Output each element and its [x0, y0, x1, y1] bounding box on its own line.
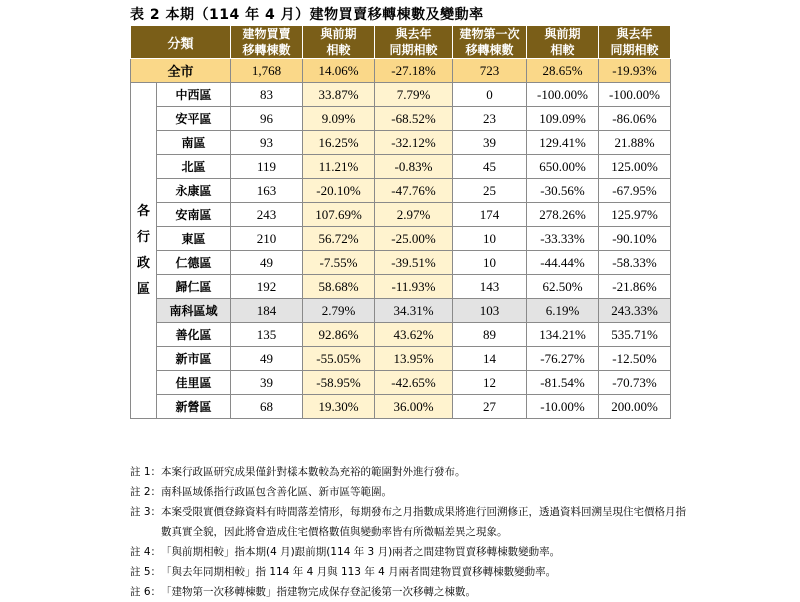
cell: -12.50% — [599, 347, 671, 371]
footnote — [130, 542, 690, 562]
cell: 11.21% — [303, 155, 375, 179]
header-row — [131, 26, 671, 59]
row-name: 全市 — [131, 59, 231, 83]
table-row — [131, 83, 671, 107]
cell: 10 — [453, 251, 527, 275]
footnote — [130, 502, 690, 542]
cell: 39 — [453, 131, 527, 155]
cell: 1,768 — [231, 59, 303, 83]
footnote — [130, 582, 690, 602]
row-name: 新營區 — [157, 395, 231, 419]
group-label-char: 各 — [136, 203, 150, 219]
footnote-tag: 註 4： — [130, 546, 162, 558]
cell: -27.18% — [375, 59, 453, 83]
group-label-char: 行 — [136, 229, 150, 245]
cell: 650.00% — [527, 155, 599, 179]
cell: -58.33% — [599, 251, 671, 275]
table-row — [131, 347, 671, 371]
header-category: 分類 — [131, 26, 231, 59]
cell: 278.26% — [527, 203, 599, 227]
row-name: 佳里區 — [157, 371, 231, 395]
cell: -67.95% — [599, 179, 671, 203]
cell: -55.05% — [303, 347, 375, 371]
cell: -21.86% — [599, 275, 671, 299]
table-row — [131, 371, 671, 395]
row-name: 中西區 — [157, 83, 231, 107]
cell: 535.71% — [599, 323, 671, 347]
footnotes — [130, 462, 690, 602]
cell: 243.33% — [599, 299, 671, 323]
cell: 49 — [231, 347, 303, 371]
cell: -0.83% — [375, 155, 453, 179]
table-row — [131, 155, 671, 179]
table-row — [131, 251, 671, 275]
header-first-vs-previous: 與前期 相較 — [527, 26, 599, 59]
cell: 93 — [231, 131, 303, 155]
cell: -44.44% — [527, 251, 599, 275]
cell: -100.00% — [527, 83, 599, 107]
footnote-tag: 註 6： — [130, 586, 162, 598]
cell: 200.00% — [599, 395, 671, 419]
cell: -42.65% — [375, 371, 453, 395]
header-vs-previous: 與前期 相較 — [303, 26, 375, 59]
cell: 25 — [453, 179, 527, 203]
footnote — [130, 462, 690, 482]
cell: -81.54% — [527, 371, 599, 395]
cell: 21.88% — [599, 131, 671, 155]
footnote-text: 南科區域係指行政區包含善化區、新市區等範圍。 — [161, 486, 393, 498]
cell: 89 — [453, 323, 527, 347]
cell: 174 — [453, 203, 527, 227]
cell: 129.41% — [527, 131, 599, 155]
cell: -30.56% — [527, 179, 599, 203]
row-name: 安南區 — [157, 203, 231, 227]
footnote — [130, 562, 690, 582]
header-vs-last-year: 與去年 同期相較 — [375, 26, 453, 59]
cell: 58.68% — [303, 275, 375, 299]
cell: -11.93% — [375, 275, 453, 299]
cell: 34.31% — [375, 299, 453, 323]
group-label — [131, 83, 157, 419]
cell: -100.00% — [599, 83, 671, 107]
cell: 6.19% — [527, 299, 599, 323]
cell: 45 — [453, 155, 527, 179]
cell: 109.09% — [527, 107, 599, 131]
cell: 23 — [453, 107, 527, 131]
cell: 134.21% — [527, 323, 599, 347]
cell: 19.30% — [303, 395, 375, 419]
cell: 723 — [453, 59, 527, 83]
group-label-char: 區 — [136, 281, 150, 297]
cell: 62.50% — [527, 275, 599, 299]
table-row — [131, 131, 671, 155]
header-first-vs-last-year: 與去年 同期相較 — [599, 26, 671, 59]
cell: 39 — [231, 371, 303, 395]
cell: 192 — [231, 275, 303, 299]
row-name: 南區 — [157, 131, 231, 155]
cell: 9.09% — [303, 107, 375, 131]
cell: 56.72% — [303, 227, 375, 251]
cell: -47.76% — [375, 179, 453, 203]
footnote-text: 本案行政區研究成果僅針對樣本數較為充裕的範圍對外進行發布。 — [161, 466, 466, 478]
footnote — [130, 482, 690, 502]
cell: 12 — [453, 371, 527, 395]
cell: -76.27% — [527, 347, 599, 371]
cell: -58.95% — [303, 371, 375, 395]
cell: 33.87% — [303, 83, 375, 107]
cell: -33.33% — [527, 227, 599, 251]
cell: 143 — [453, 275, 527, 299]
cell: 125.00% — [599, 155, 671, 179]
footnote-tag: 註 2： — [130, 486, 162, 498]
cell: -32.12% — [375, 131, 453, 155]
row-name: 歸仁區 — [157, 275, 231, 299]
table-row — [131, 275, 671, 299]
cell: 10 — [453, 227, 527, 251]
cell: -25.00% — [375, 227, 453, 251]
group-label-char: 政 — [136, 255, 150, 271]
cell: -10.00% — [527, 395, 599, 419]
transfer-table — [130, 25, 671, 419]
row-name: 東區 — [157, 227, 231, 251]
cell: -39.51% — [375, 251, 453, 275]
footnote-text: 「與去年同期相較」指 114 年 4 月與 113 年 4 月兩者間建物買賣移轉棟數變動率。 — [161, 566, 557, 578]
cell: 119 — [231, 155, 303, 179]
row-name: 安平區 — [157, 107, 231, 131]
footnote-tag: 註 5： — [130, 566, 162, 578]
cell: 14 — [453, 347, 527, 371]
cell: -7.55% — [303, 251, 375, 275]
cell: 163 — [231, 179, 303, 203]
cell: 107.69% — [303, 203, 375, 227]
cell: 14.06% — [303, 59, 375, 83]
cell: 2.79% — [303, 299, 375, 323]
table-row — [131, 323, 671, 347]
table-body — [131, 59, 671, 419]
cell: -68.52% — [375, 107, 453, 131]
cell: 103 — [453, 299, 527, 323]
table-row — [131, 227, 671, 251]
cell: 0 — [453, 83, 527, 107]
footnote-tag: 註 3： — [130, 506, 162, 518]
cell: 43.62% — [375, 323, 453, 347]
cell: 243 — [231, 203, 303, 227]
cell: 184 — [231, 299, 303, 323]
row-name: 新市區 — [157, 347, 231, 371]
cell: -86.06% — [599, 107, 671, 131]
cell: 27 — [453, 395, 527, 419]
cell: 49 — [231, 251, 303, 275]
cell: 96 — [231, 107, 303, 131]
table-title: 表 2 本期（114 年 4 月）建物買賣移轉棟數及變動率 — [130, 7, 484, 23]
cell: 210 — [231, 227, 303, 251]
table-row — [131, 179, 671, 203]
row-name: 仁德區 — [157, 251, 231, 275]
cell: 28.65% — [527, 59, 599, 83]
cell: 83 — [231, 83, 303, 107]
table-row — [131, 395, 671, 419]
cell: 2.97% — [375, 203, 453, 227]
footnote-text: 「建物第一次移轉棟數」指建物完成保存登記後第一次移轉之棟數。 — [161, 586, 477, 598]
cell: 16.25% — [303, 131, 375, 155]
footnote-tag: 註 1： — [130, 466, 162, 478]
header-first-transfers: 建物第一次 移轉棟數 — [453, 26, 527, 59]
cell: -19.93% — [599, 59, 671, 83]
table-row — [131, 299, 671, 323]
cell: 92.86% — [303, 323, 375, 347]
cell: 135 — [231, 323, 303, 347]
cell: -90.10% — [599, 227, 671, 251]
total-row — [131, 59, 671, 83]
cell: -70.73% — [599, 371, 671, 395]
row-name: 永康區 — [157, 179, 231, 203]
cell: 7.79% — [375, 83, 453, 107]
row-name: 南科區域 — [157, 299, 231, 323]
header-building-transfers: 建物買賣 移轉棟數 — [231, 26, 303, 59]
row-name: 善化區 — [157, 323, 231, 347]
cell: 68 — [231, 395, 303, 419]
cell: 125.97% — [599, 203, 671, 227]
footnote-text: 本案受限實價登錄資料有時間落差情形，每期發布之月指數成果將進行回溯修正，透過資料回溯呈現住宅價格月指數真實全貌，因此將會造成住宅價格數值與變動率皆有所微幅差異之現象。 — [161, 506, 687, 538]
table-row — [131, 203, 671, 227]
row-name: 北區 — [157, 155, 231, 179]
footnote-text: 「與前期相較」指本期(4 月)跟前期(114 年 3 月)兩者之間建物買賣移轉棟數變動率。 — [161, 546, 561, 558]
table-row — [131, 107, 671, 131]
cell: 36.00% — [375, 395, 453, 419]
cell: -20.10% — [303, 179, 375, 203]
cell: 13.95% — [375, 347, 453, 371]
